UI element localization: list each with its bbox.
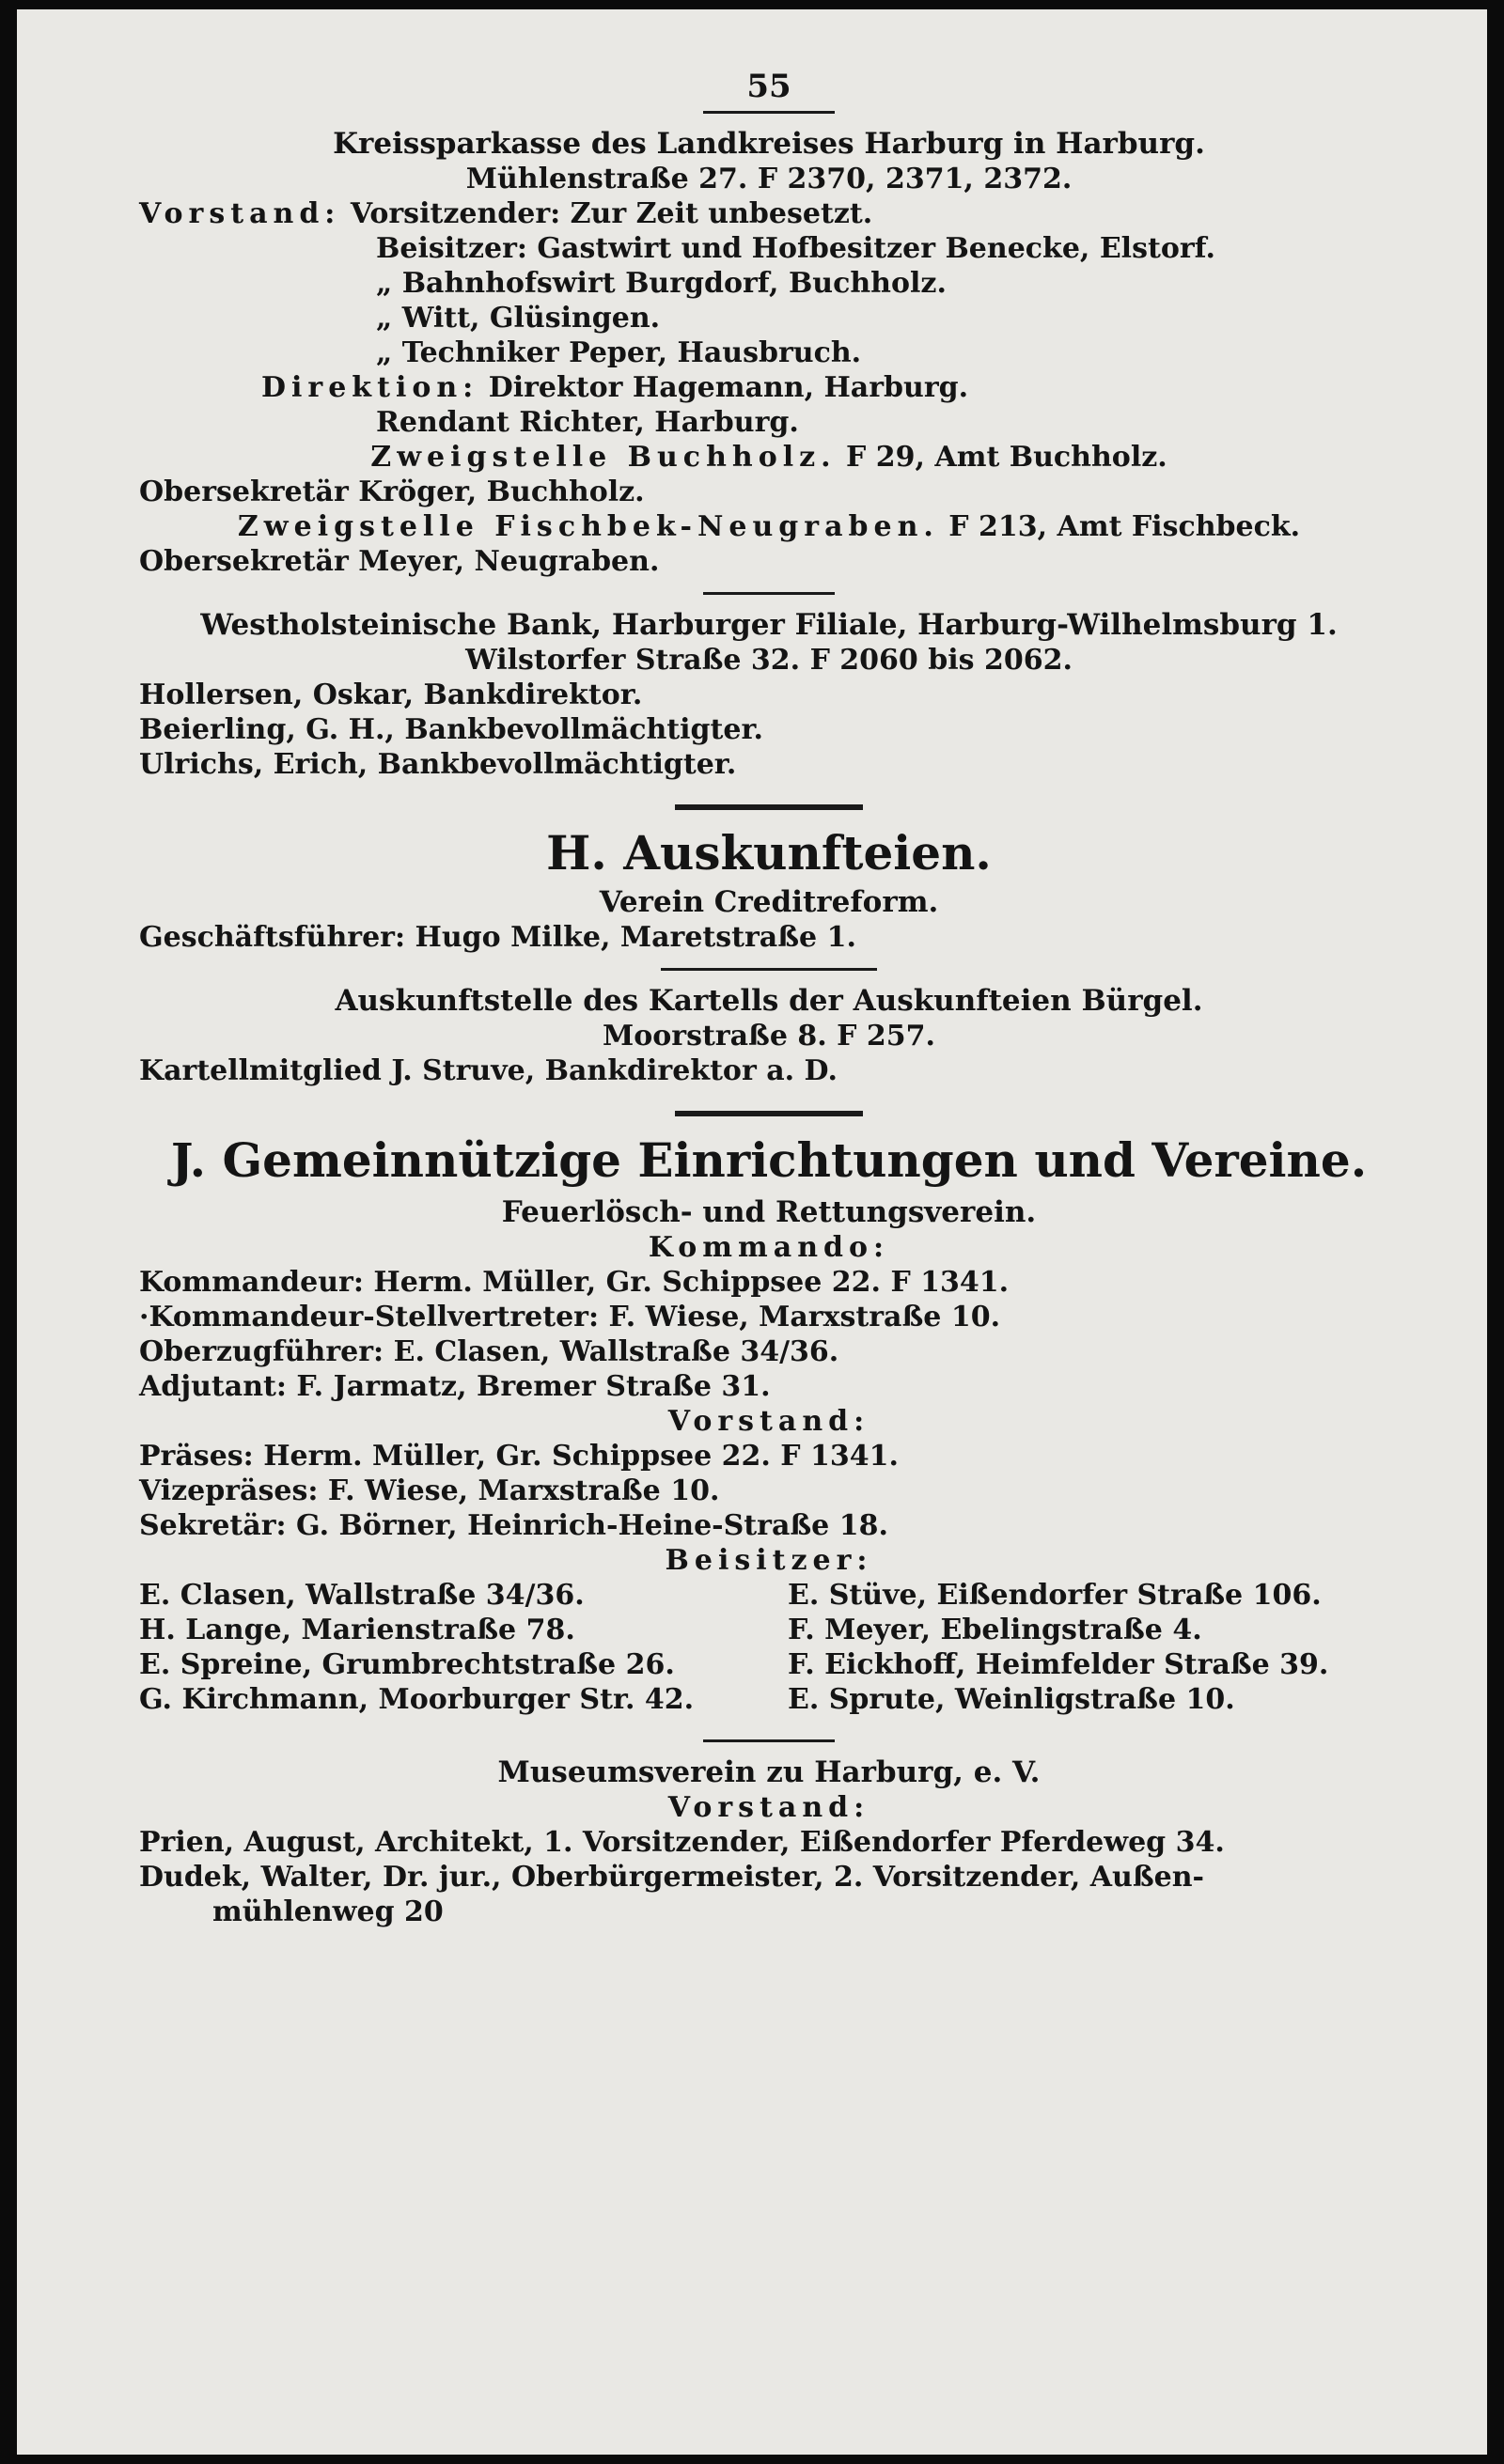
zweigstelle-buchholz-name: Zweigstelle Buchholz. bbox=[370, 441, 837, 474]
zweigstelle-fischbek bbox=[139, 509, 1399, 544]
vorstand-line: Präses: Herm. Müller, Gr. Schippsee 22. F 1341. bbox=[139, 1440, 899, 1473]
zweigstelle-buchholz bbox=[139, 440, 1399, 475]
zweigstelle-buchholz-person: Obersekretär Kröger, Buchholz. bbox=[139, 476, 645, 508]
vorstand-label: Vorstand: bbox=[139, 197, 341, 230]
kartell-title: Auskunftstelle des Kartells der Auskunfteien Bürgel. bbox=[335, 984, 1203, 1018]
direktion-line: Rendant Richter, Harburg. bbox=[376, 406, 799, 439]
beisitzer-entry: F. Eickhoff, Heimfelder Straße 39. bbox=[788, 1648, 1329, 1681]
vorstand-line: Sekretär: G. Börner, Heinrich-Heine-Straße 18. bbox=[139, 1509, 888, 1542]
feuerloesch-title: Feuerlösch- und Rettungsverein. bbox=[501, 1195, 1037, 1229]
beisitzer-entry: E. Clasen, Wallstraße 34/36. bbox=[139, 1579, 585, 1612]
beisitzer-entry: E. Sprute, Weinligstraße 10. bbox=[788, 1683, 1235, 1716]
section-divider bbox=[675, 1111, 863, 1116]
zweigstelle-fischbek-phone: F 213, Amt Fischbeck. bbox=[948, 510, 1301, 543]
beisitzer-entry: E. Stüve, Eißendorfer Straße 106. bbox=[788, 1579, 1322, 1612]
verein-creditreform-title: Verein Creditreform. bbox=[599, 885, 939, 919]
museumsverein-line: Dudek, Walter, Dr. jur., Oberbürgermeister, 2. Vorsitzender, Außen- bbox=[139, 1861, 1204, 1894]
westholsteinische-title: Westholsteinische Bank, Harburger Filiale, Harburg-Wilhelmsburg 1. bbox=[200, 608, 1338, 642]
kreissparkasse-title: Kreissparkasse des Landkreises Harburg in Harburg. bbox=[333, 127, 1205, 161]
kommando-line: Oberzugführer: E. Clasen, Wallstraße 34/36. bbox=[139, 1335, 839, 1368]
section-h-title: H. Auskunfteien. bbox=[546, 825, 992, 881]
kommando-line: Adjutant: F. Jarmatz, Bremer Straße 31. bbox=[139, 1370, 771, 1403]
person-line: Beierling, G. H., Bankbevollmächtigter. bbox=[139, 713, 763, 746]
beisitzer-label: Beisitzer: bbox=[665, 1544, 873, 1577]
direktion-label: Direktion: bbox=[261, 371, 479, 404]
kartell-person: Kartellmitglied J. Struve, Bankdirektor a. D. bbox=[139, 1054, 838, 1087]
kreissparkasse-vorstand-row bbox=[139, 196, 1399, 231]
beisitzer-entry: F. Meyer, Ebelingstraße 4. bbox=[788, 1614, 1202, 1646]
vorsitzender: Vorsitzender: Zur Zeit unbesetzt. bbox=[350, 197, 873, 230]
museumsverein-title: Museumsverein zu Harburg, e. V. bbox=[497, 1755, 1041, 1789]
divider bbox=[703, 1739, 835, 1742]
beisitzer-line: „ Witt, Glüsingen. bbox=[376, 302, 661, 335]
person-line: Ulrichs, Erich, Bankbevollmächtigter. bbox=[139, 748, 737, 781]
beisitzer-entry: G. Kirchmann, Moorburger Str. 42. bbox=[139, 1683, 695, 1716]
divider bbox=[703, 111, 835, 114]
kreissparkasse-address: Mühlenstraße 27. F 2370, 2371, 2372. bbox=[465, 163, 1073, 195]
westholsteinische-address: Wilstorfer Straße 32. F 2060 bis 2062. bbox=[465, 644, 1073, 677]
vorstand-label: Vorstand: bbox=[667, 1405, 870, 1438]
person-line: Hollersen, Oskar, Bankdirektor. bbox=[139, 678, 643, 711]
kommando-line: Kommandeur: Herm. Müller, Gr. Schippsee 22. F 1341. bbox=[139, 1266, 1010, 1299]
beisitzer-line: „ Techniker Peper, Hausbruch. bbox=[376, 336, 862, 369]
museumsverein-line: Prien, August, Architekt, 1. Vorsitzender, Eißendorfer Pferdeweg 34. bbox=[139, 1826, 1225, 1859]
section-divider bbox=[675, 804, 863, 810]
kreissparkasse-direktion-row bbox=[139, 370, 1399, 405]
zweigstelle-fischbek-person: Obersekretär Meyer, Neugraben. bbox=[139, 545, 660, 578]
page-content bbox=[139, 68, 1399, 1929]
beisitzer-line: „ Bahnhofswirt Burgdorf, Buchholz. bbox=[376, 267, 947, 300]
vorstand-line: Vizepräses: F. Wiese, Marxstraße 10. bbox=[139, 1474, 720, 1507]
page-number: 55 bbox=[746, 68, 791, 105]
beisitzer-columns bbox=[139, 1578, 1399, 1717]
divider bbox=[703, 592, 835, 595]
zweigstelle-buchholz-phone: F 29, Amt Buchholz. bbox=[846, 441, 1167, 474]
kartell-address: Moorstraße 8. F 257. bbox=[603, 1020, 935, 1053]
beisitzer-entry: H. Lange, Marienstraße 78. bbox=[139, 1614, 575, 1646]
divider bbox=[661, 968, 877, 971]
museumsverein-vorstand-label: Vorstand: bbox=[667, 1791, 870, 1824]
museumsverein-line: mühlenweg 20 bbox=[212, 1895, 444, 1928]
kommando-label: Kommando: bbox=[648, 1231, 890, 1264]
kommando-line: ·Kommandeur-Stellvertreter: F. Wiese, Marxstraße 10. bbox=[139, 1301, 1001, 1333]
section-j-title: J. Gemeinnützige Einrichtungen und Vereine. bbox=[170, 1132, 1368, 1188]
verein-creditreform-person: Geschäftsführer: Hugo Milke, Maretstraße 1. bbox=[139, 921, 856, 954]
beisitzer-left-column bbox=[139, 1578, 788, 1717]
direktion-name: Direktor Hagemann, Harburg. bbox=[488, 371, 969, 404]
beisitzer-entry: E. Spreine, Grumbrechtstraße 26. bbox=[139, 1648, 675, 1681]
beisitzer-line: Beisitzer: Gastwirt und Hofbesitzer Benecke, Elstorf. bbox=[376, 232, 1215, 265]
beisitzer-right-column bbox=[788, 1578, 1399, 1717]
document-page bbox=[17, 9, 1487, 2455]
zweigstelle-fischbek-name: Zweigstelle Fischbek-Neugraben. bbox=[237, 510, 939, 543]
